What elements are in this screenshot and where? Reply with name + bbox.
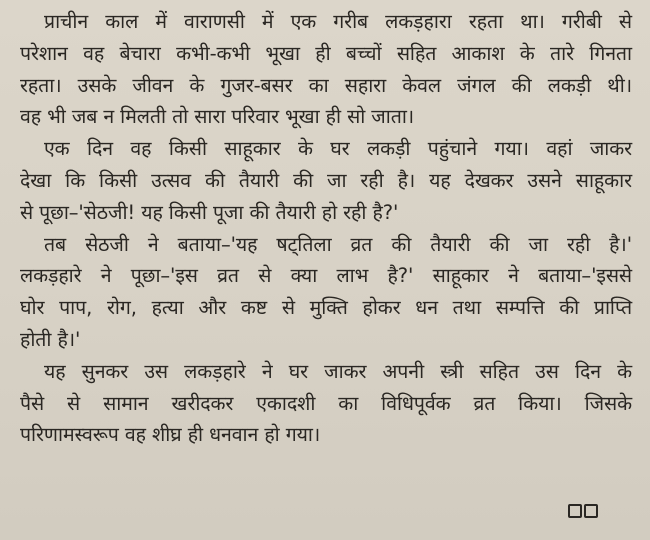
text-line: परिणामस्वरूप वह शीघ्र ही धनवान हो गया। <box>20 423 321 447</box>
paragraph-3 <box>20 229 632 356</box>
paragraph-4 <box>20 356 632 451</box>
text-line: रहता। उसके जीवन के गुजर-बसर का सहारा केवल जंगल की लकड़ी थी। <box>20 73 632 97</box>
text-line: एक दिन वह किसी साहूकार के घर लकड़ी पहुंचाने गया। वहां जाकर <box>44 137 632 161</box>
text-line: यह सुनकर उस लकड़हारे ने घर जाकर अपनी स्त्री सहित उस दिन के <box>44 359 632 383</box>
text-line: लकड़हारे ने पूछा–'इस व्रत से क्या लाभ है?' साहूकार ने बताया–'इससे <box>20 264 632 288</box>
text-line: वह भी जब न मिलती तो सारा परिवार भूखा ही सो जाता। <box>20 105 415 129</box>
text-line: घोर पाप, रोग, हत्या और कष्ट से मुक्ति होकर धन तथा सम्पत्ति की प्राप्ति <box>20 296 632 320</box>
end-of-story-mark <box>568 504 598 518</box>
text-line: से पूछा–'सेठजी! यह किसी पूजा की तैयारी हो रही है?' <box>20 200 399 224</box>
end-square-icon <box>584 504 598 518</box>
paragraph-2 <box>20 133 632 228</box>
text-line: होती है।' <box>20 327 81 351</box>
text-line: प्राचीन काल में वाराणसी में एक गरीब लकड़हारा रहता था। गरीबी से <box>44 10 632 33</box>
text-line: पैसे से सामान खरीदकर एकादशी का विधिपूर्वक व्रत किया। जिसके <box>20 391 632 415</box>
story-text <box>20 6 632 451</box>
text-line: परेशान वह बेचारा कभी-कभी भूखा ही बच्चों सहित आकाश के तारे गिनता <box>20 41 632 65</box>
paragraph-1 <box>20 6 632 133</box>
text-line: तब सेठजी ने बताया–'यह षट्तिला व्रत की तैयारी की जा रही है।' <box>44 232 632 256</box>
text-line: देखा कि किसी उत्सव की तैयारी की जा रही है। यह देखकर उसने साहूकार <box>20 168 632 192</box>
end-square-icon <box>568 504 582 518</box>
